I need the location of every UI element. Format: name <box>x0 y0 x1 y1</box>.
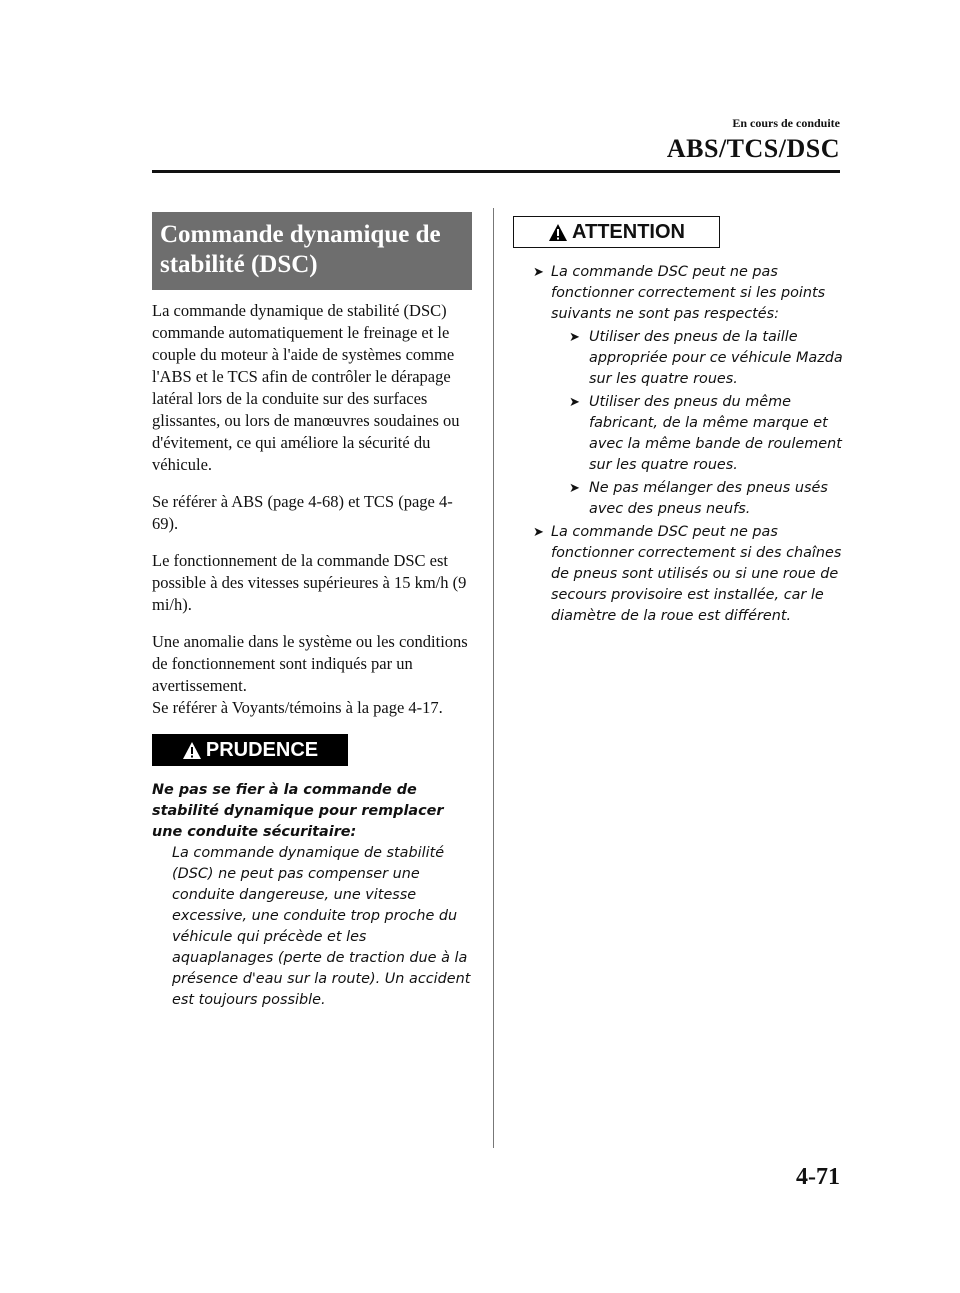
arrow-bullet-icon: ➤ <box>569 481 580 496</box>
header-title: ABS/TCS/DSC <box>666 134 840 163</box>
attention-item-2-text: La commande DSC peut ne pas fonctionner correctement si des chaînes de pneus sont utilisés ou si une roue de secours provisoire est installée, car le diamètre de la roue est différent. <box>551 524 842 624</box>
arrow-bullet-icon: ➤ <box>569 395 580 410</box>
attention-subitem-2 <box>551 392 843 476</box>
right-column <box>513 216 843 629</box>
attention-item-1-text: La commande DSC peut ne pas fonctionner correctement si les points suivants ne sont pas respectés: <box>551 264 826 322</box>
section-title-line2: stabilité (DSC) <box>160 251 318 278</box>
arrow-bullet-icon: ➤ <box>533 525 544 540</box>
header-section: En cours de conduite <box>732 116 840 130</box>
attention-item-1 <box>513 262 843 325</box>
body-paragraph-1: La commande dynamique de stabilité (DSC) commande automatiquement le freinage et le couple du moteur à l'aide de systèmes comme l'ABS et le TCS afin de contrôler le dérapage latéral lors de la conduite sur des surfaces glissantes, ou lors de manœuvres soudaines ou d'évitement, ce qui améliore la sécurité du véhicule. <box>152 301 460 474</box>
arrow-bullet-icon: ➤ <box>569 330 580 345</box>
body-paragraph-5: Se référer à Voyants/témoins à la page 4-17. <box>152 698 443 717</box>
warning-icon <box>548 223 568 242</box>
caution-lead: Ne pas se fier à la commande de stabilité dynamique pour remplacer une conduite sécuritaire: <box>152 782 444 840</box>
caution-text: La commande dynamique de stabilité (DSC) ne peut pas compenser une conduite dangereuse, une vitesse excessive, une conduite trop proche du véhicule qui précède et les aquaplanages (perte de traction due à la présence d'eau sur la route). Un accident est toujours possible. <box>172 845 471 1008</box>
attention-label: ATTENTION <box>572 220 685 243</box>
left-column <box>152 212 472 1011</box>
warning-icon <box>182 741 202 760</box>
section-title-line1: Commande dynamique de <box>160 221 441 248</box>
attention-header <box>513 216 720 248</box>
attention-subitem-1-text: Utiliser des pneus de la taille appropriée pour ce véhicule Mazda sur les quatre roues. <box>589 329 843 387</box>
attention-subitem-1 <box>551 327 843 390</box>
attention-item-2 <box>513 522 843 627</box>
caution-label: PRUDENCE <box>205 738 319 761</box>
body-paragraph-3: Le fonctionnement de la commande DSC est possible à des vitesses supérieures à 15 km/h (9 mi/h). <box>152 551 467 614</box>
body-paragraph-4: Une anomalie dans le système ou les conditions de fonctionnement sont indiqués par un avertissement. <box>152 632 468 695</box>
column-divider <box>493 208 494 1148</box>
body-paragraph-2: Se référer à ABS (page 4-68) et TCS (page 4-69). <box>152 492 453 533</box>
section-title <box>152 212 472 290</box>
arrow-bullet-icon: ➤ <box>533 265 544 280</box>
attention-subitem-2-text: Utiliser des pneus du même fabricant, de la même marque et avec la même bande de roulement sur les quatre roues. <box>589 394 842 473</box>
caution-header <box>152 734 348 766</box>
attention-subitem-3 <box>551 478 843 520</box>
header-rule <box>152 170 840 173</box>
page-number: 4-71 <box>796 1164 840 1190</box>
attention-subitem-3-text: Ne pas mélanger des pneus usés avec des pneus neufs. <box>589 480 828 517</box>
